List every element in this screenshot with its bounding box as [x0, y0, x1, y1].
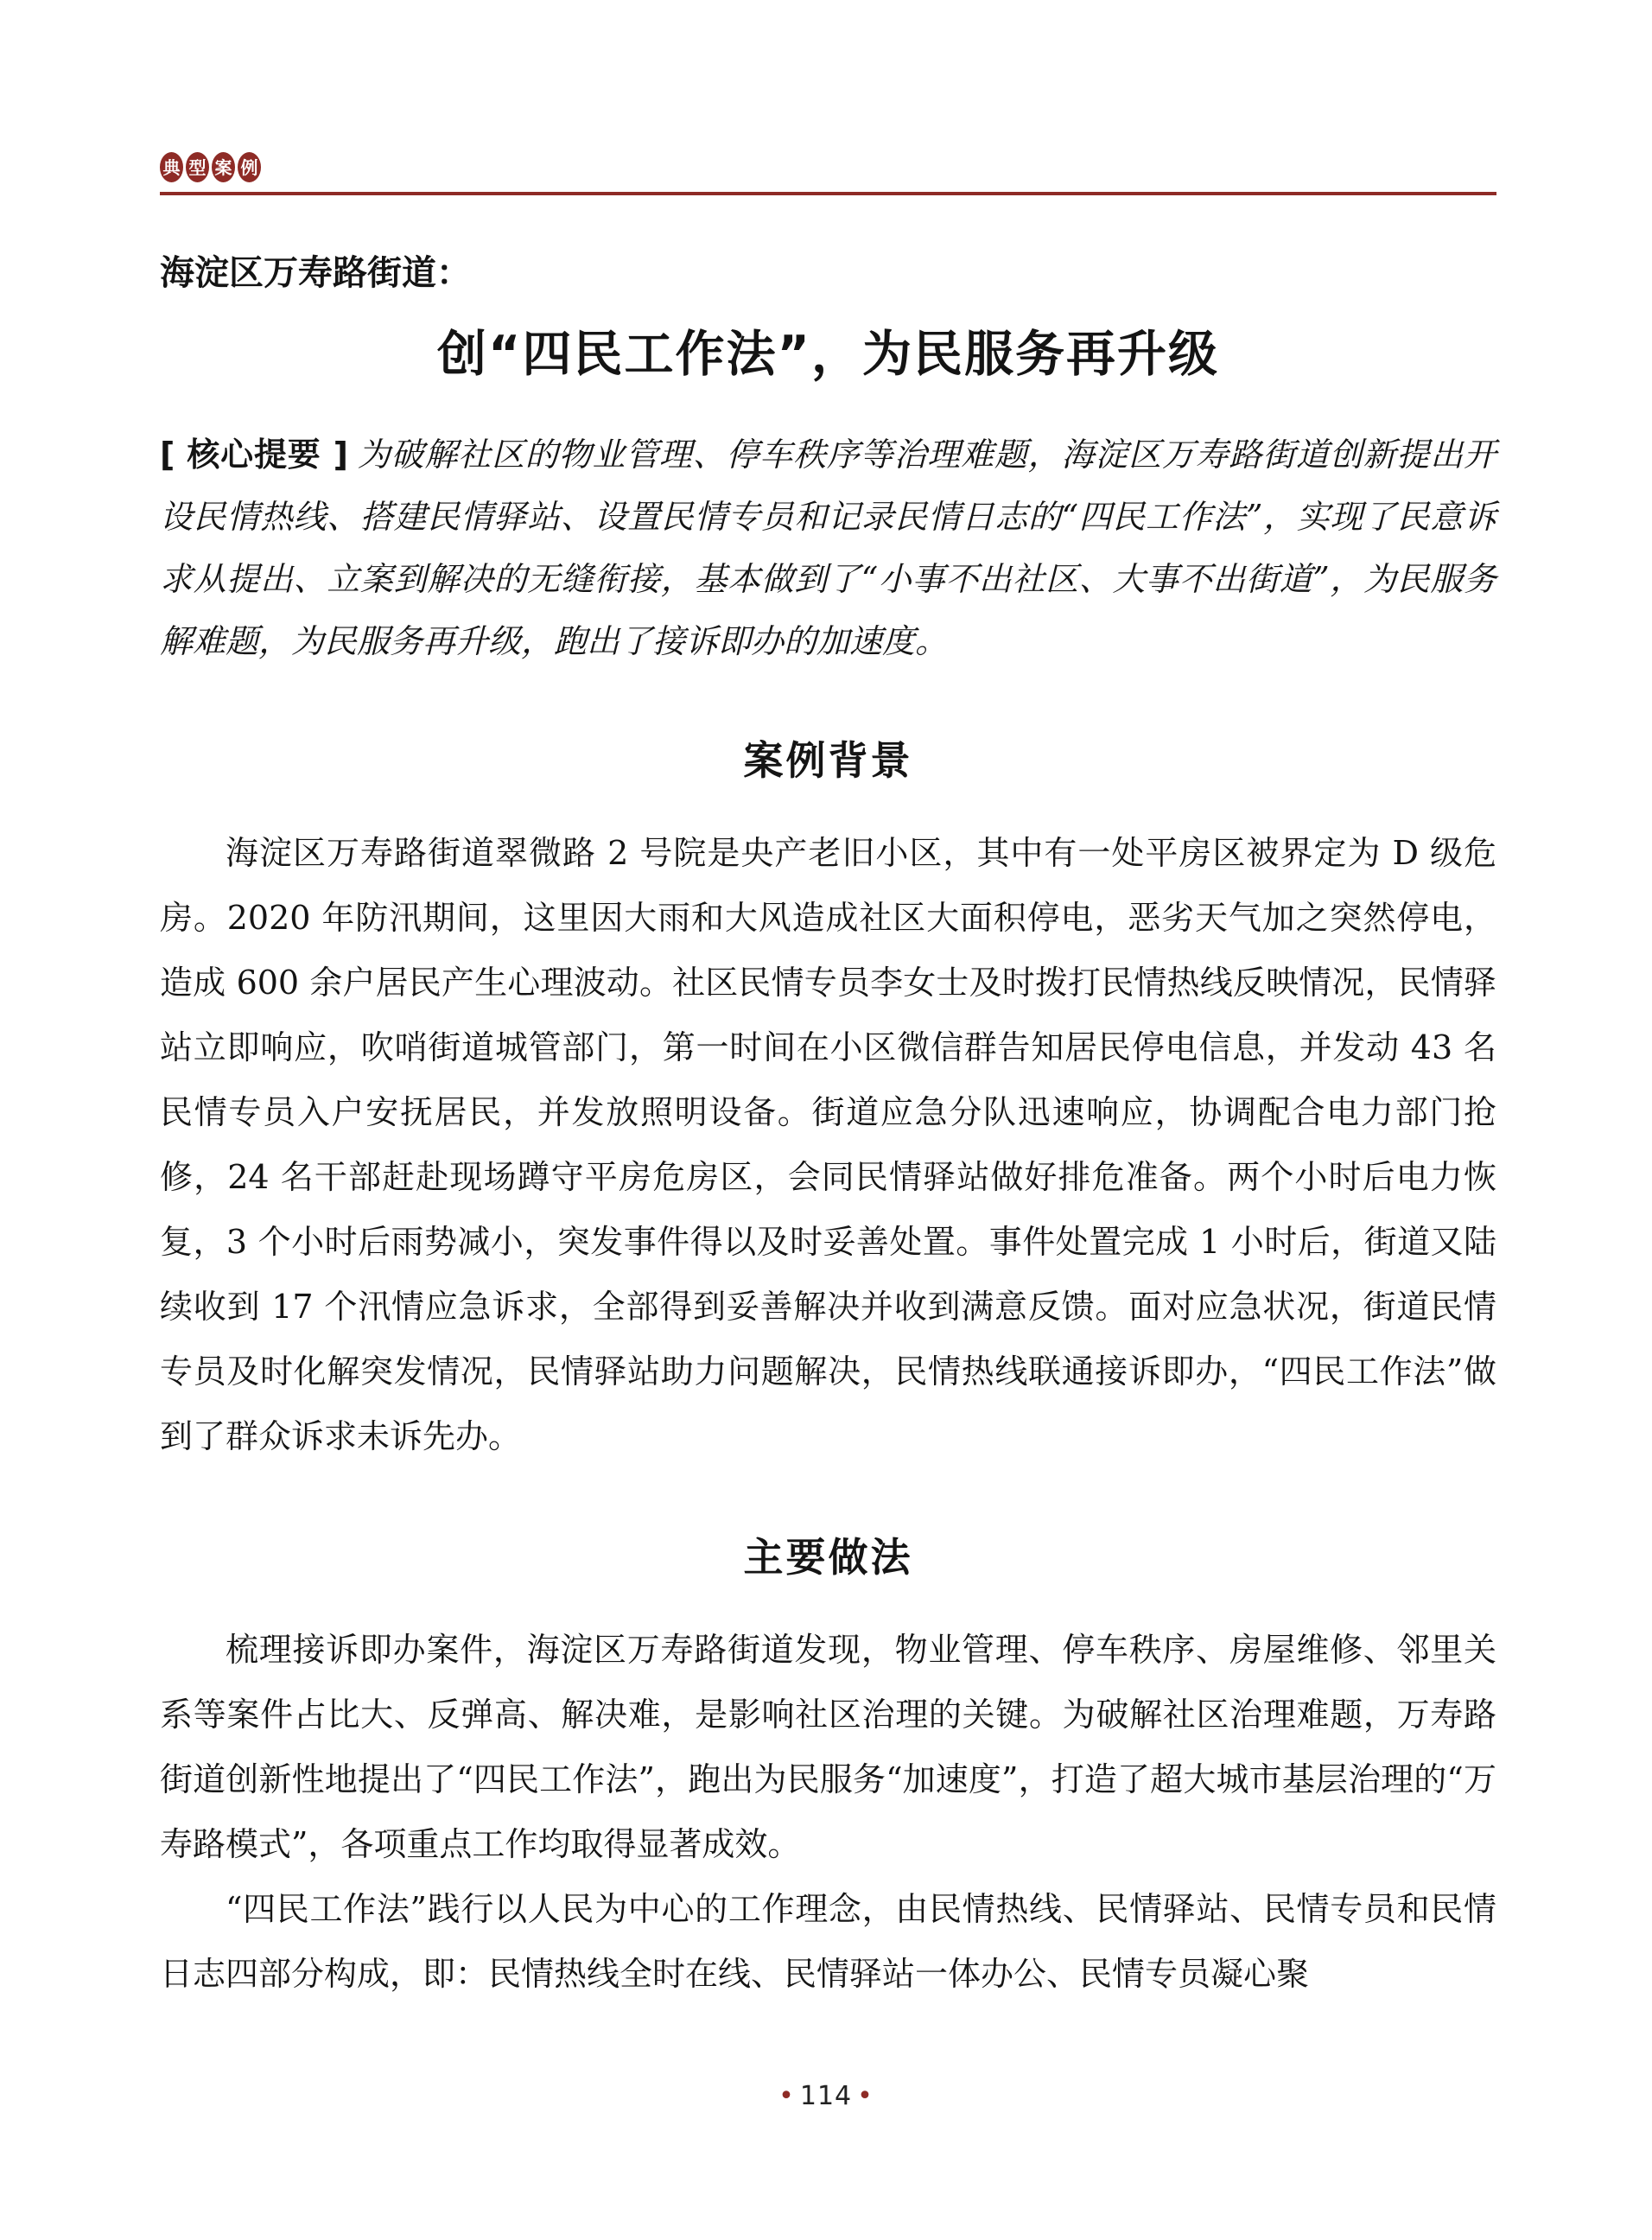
body-paragraph: “四民工作法”践行以人民为中心的工作理念，由民情热线、民情驿站、民情专员和民情日志四部分构成，即：民情热线全时在线、民情驿站一体办公、民情专员凝心聚 — [160, 1889, 1496, 1993]
badge-char-icon: 典 — [160, 152, 183, 182]
header-rule — [160, 192, 1496, 195]
section-heading-practices: 主要做法 — [743, 1533, 913, 1581]
badge-char-icon: 例 — [238, 152, 261, 182]
series-badge — [160, 152, 1496, 182]
page-number — [0, 2081, 1652, 2111]
body-paragraph: 海淀区万寿路街道翠微路 2 号院是央产老旧小区，其中有一处平房区被界定为 D 级危房。2020 年防汛期间，这里因大雨和大风造成社区大面积停电，恶劣天气加之突然停电，造成 600 余户居民产生心理波动。社区民情专员李女士及时拨打民情热线反映情况，民情驿站立即响应，吹哨街道城管部门，第一时间在小区微信群告知居民停电信息，并发动 43 名民情专员入户安抚居民，并发放照明设备。街道应急分队迅速响应，协调配合电力部门抢修，24 名干部赶赴现场蹲守平房危房区，会同民情驿站做好排危准备。两个小时后电力恢复，3 个小时后雨势减小，突发事件得以及时妥善处置。事件处置完成 1 小时后，街道又陆续收到 17 个汛情应急诉求，全部得到妥善解决并收到满意反馈。面对应急状况，街道民情专员及时化解突发情况，民情驿站助力问题解决，民情热线联通接诉即办，“四民工作法”做到了群众诉求未诉先办。 — [160, 833, 1496, 1455]
summary-paragraph — [160, 423, 1496, 672]
page-number-value: 114 — [799, 2081, 853, 2111]
summary-text: 为破解社区的物业管理、停车秩序等治理难题，海淀区万寿路街道创新提出开设民情热线、搭建民情驿站、设置民情专员和记录民情日志的“四民工作法”，实现了民意诉求从提出、立案到解决的无缝衔接，基本做到了“小事不出社区、大事不出街道”，为民服务解难题，为民服务再升级，跑出了接诉即办的加速度。 — [160, 435, 1496, 660]
summary-label: [ 核心提要 ] — [160, 435, 348, 474]
kicker-heading: 海淀区万寿路街道： — [160, 253, 471, 293]
page-title: 创“四民工作法”，为民服务再升级 — [437, 326, 1219, 383]
badge-char-icon: 型 — [186, 152, 209, 182]
body-paragraph: 梳理接诉即办案件，海淀区万寿路街道发现，物业管理、停车秩序、房屋维修、邻里关系等案件占比大、反弹高、解决难，是影响社区治理的关键。为破解社区治理难题，万寿路街道创新性地提出了“四民工作法”，跑出为民服务“加速度”，打造了超大城市基层治理的“万寿路模式”，各项重点工作均取得显著成效。 — [160, 1630, 1496, 1863]
section-heading-background: 案例背景 — [743, 736, 913, 784]
page-content — [160, 152, 1496, 2007]
page-number-dot-icon: • — [778, 2081, 795, 2111]
badge-char-icon: 案 — [212, 152, 235, 182]
page-number-dot-icon: • — [857, 2081, 874, 2111]
